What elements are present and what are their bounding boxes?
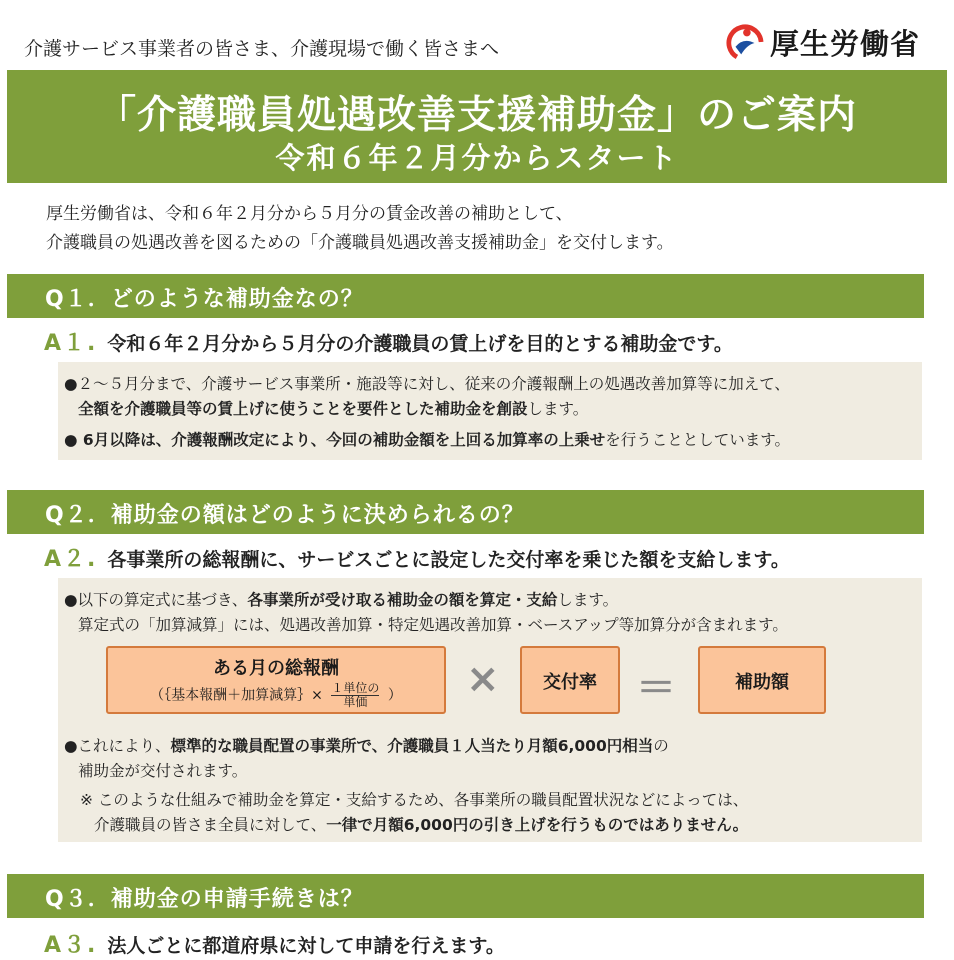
formula-subsidy-amount-box — [698, 646, 826, 714]
formula-box1-open: （｛基本報酬＋加算減算｝× — [150, 687, 323, 704]
a3-text: 法人ごとに都道府県に対して申請を行えます。 — [107, 935, 505, 957]
q1-bullet-2-tail: を行うこととしています。 — [605, 431, 790, 449]
header-note: 介護サービス事業者の皆さま、介護現場で働く皆さまへ — [24, 38, 500, 60]
q1-bullet-2-bold: ● 6月以降は、介護報酬改定により、今回の補助金額を上回る加算率の上乗せ — [64, 431, 606, 449]
multiply-sign: × — [466, 656, 500, 702]
q2-header — [7, 490, 924, 534]
intro-line-1: 厚生労働省は、令和６年２月分から５月分の賃金改善の補助として、 — [46, 204, 573, 224]
logo-text: 厚生労働省 — [770, 27, 921, 61]
q3-question: Q３．補助金の申請手続きは？ — [45, 887, 364, 912]
q2-note-line-1: ※ このような仕組みで補助金を算定・支給するため、各事業所の職員配置状況などによっては、 — [80, 791, 749, 809]
formula-total-remuneration-box — [106, 646, 446, 714]
mhlw-logo-icon — [726, 24, 764, 62]
page-title: 「介護職員処遇改善支援補助金」のご案内 — [96, 93, 857, 138]
formula-box1-title: ある月の総報酬 — [213, 658, 339, 679]
page-subtitle: 令和６年２月分からスタート — [275, 141, 679, 175]
q2-question: Q２．補助金の額はどのように決められるの？ — [45, 503, 525, 528]
q2-bullet-2-tail: の — [653, 737, 669, 755]
a1-text: 令和６年２月分から５月分の介護職員の賃上げを目的とする補助金です。 — [107, 333, 733, 355]
intro-text — [46, 200, 674, 258]
q3-header — [7, 874, 924, 918]
ministry-logo — [726, 22, 920, 63]
a3-answer — [44, 928, 505, 959]
title-banner — [7, 70, 947, 183]
equals-sign: ＝ — [636, 665, 676, 711]
q2-bullet-1-head: ●以下の算定式に基づき、 — [64, 591, 248, 609]
formula-box2-label: 交付率 — [543, 672, 597, 693]
q1-question: Q１．どのような補助金なの？ — [45, 287, 364, 312]
q2-bullet-1-tail: します。 — [557, 591, 619, 609]
q2-bullet-2-line-2: 補助金が交付されます。 — [78, 762, 248, 780]
q2-bullet-1-bold: 各事業所が受け取る補助金の額を算定・支給 — [247, 591, 558, 609]
q2-bullet-1-line-1 — [64, 588, 788, 613]
q2-bullet-2-bold: 標準的な職員配置の事業所で、介護職員１人当たり月額6,000円相当 — [170, 737, 654, 755]
q1-header — [7, 274, 924, 318]
q2-bullet-1 — [64, 588, 788, 638]
formula-fraction — [331, 682, 379, 709]
q2-note-bold: 一律で月額6,000円の引き上げを行うものではありません。 — [326, 816, 749, 834]
q2-info-box — [58, 578, 922, 842]
q1-bullet-1-line-2 — [64, 397, 790, 422]
q1-bullet-1-line-1: ●２～５月分まで、介護サービス事業所・施設等に対し、従来の介護報酬上の処遇改善加算等に加えて、 — [64, 375, 790, 393]
q2-note-line-2 — [80, 813, 748, 838]
formula-grant-rate-box — [520, 646, 620, 714]
q2-bullet-2 — [64, 734, 669, 784]
a1-label: A１. — [44, 331, 98, 356]
q2-bullet-1-line-2: 算定式の「加算減算」には、処遇改善加算・特定処遇改善加算・ベースアップ等加算分が含まれます。 — [78, 616, 788, 634]
a3-label: A３. — [44, 933, 98, 958]
q1-info-box — [58, 362, 922, 460]
q1-bullet-2 — [64, 428, 790, 453]
a1-answer — [44, 326, 733, 357]
formula-box3-label: 補助額 — [735, 672, 789, 693]
formula-box1-expression — [108, 682, 444, 709]
q1-bullet-1 — [64, 372, 790, 422]
a2-answer — [44, 542, 790, 573]
formula-fraction-top: １単位の — [331, 681, 380, 695]
a2-label: A２. — [44, 547, 98, 572]
q2-note — [80, 788, 748, 838]
formula-box1-close: ） — [387, 687, 402, 704]
a2-text: 各事業所の総報酬に、サービスごとに設定した交付率を乗じた額を支給します。 — [107, 549, 790, 571]
q1-bullet-1-tail: します。 — [527, 400, 589, 418]
formula-fraction-bottom: 単価 — [343, 695, 368, 709]
q2-bullet-2-line-1 — [64, 734, 669, 759]
intro-line-2: 介護職員の処遇改善を図るための「介護職員処遇改善支援補助金」を交付します。 — [46, 233, 674, 253]
q2-bullet-2-head: ●これにより、 — [64, 737, 171, 755]
q2-note-head: 介護職員の皆さま全員に対して、 — [94, 816, 327, 834]
q1-bullet-1-bold: 全額を介護職員等の賃上げに使うことを要件とした補助金を創設 — [78, 400, 528, 418]
